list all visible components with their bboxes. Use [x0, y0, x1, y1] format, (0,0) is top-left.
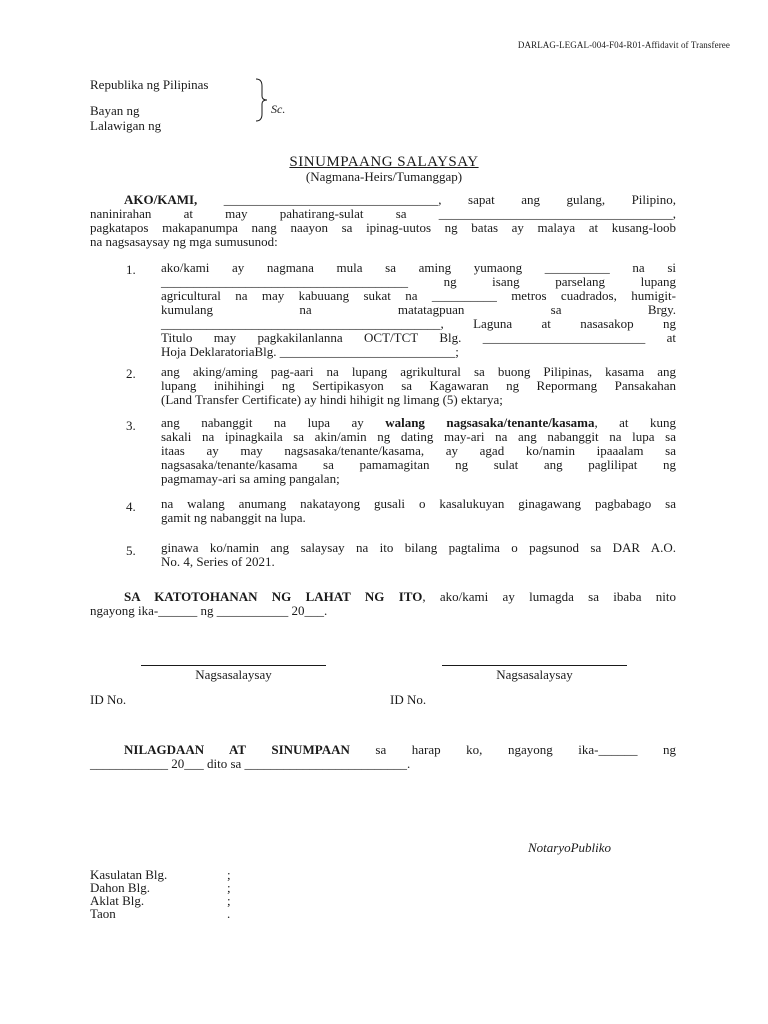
signature-line-left	[141, 665, 326, 666]
item-3-number: 3.	[126, 418, 136, 433]
item-line: No. 4, Series of 2021.	[161, 554, 275, 569]
record-year-sep: .	[227, 906, 231, 921]
item-2	[161, 365, 676, 407]
document-code: DARLAG-LEGAL-004-F04-R01-Affidavit of Transferee	[517, 40, 730, 50]
item-line: (Land Transfer Certificate) ay hindi hihigit ng limang (5) ektarya;	[161, 392, 503, 407]
item-4-number: 4.	[126, 499, 136, 514]
jurat-paragraph	[90, 743, 676, 771]
intro-paragraph	[90, 193, 676, 249]
item-line: agricultural na may kabuuang sukat na __________ metros cuadrados, humigit-	[161, 288, 676, 303]
item-line: ______________________________________ ng isang parselang lupang	[161, 274, 676, 289]
intro-address-label: naninirahan at may pahatirang-sulat sa	[90, 206, 407, 221]
record-year-label: Taon	[90, 906, 116, 921]
item-5-number: 5.	[126, 543, 136, 558]
item-line: na walang anumang nakatayong gusali o kasalukuyan ginagawang pagbabago sa	[161, 496, 676, 511]
item-5	[161, 541, 676, 569]
item-line: lupang inihihingi ng Sertipikasyon sa Kagawaran ng Repormang Pansakahan	[161, 378, 676, 393]
item-3-pre: ang nabanggit na lupa ay	[161, 415, 364, 430]
item-3-bold: walang nagsasaka/tenante/kasama	[385, 415, 595, 430]
intro-name-blank: _________________________________	[223, 192, 439, 207]
item-3-post: , at kung	[594, 415, 676, 430]
record-doc-label: Kasulatan Blg.	[90, 867, 168, 882]
intro-line3: pagkatapos makapanumpa nang naayon sa ipinag-uutos ng batas ay malaya at kusang-loob	[90, 220, 676, 235]
item-3	[161, 416, 676, 486]
item-1-number: 1.	[126, 262, 136, 277]
intro-text1: , sapat ang gulang, Pilipino,	[438, 192, 676, 207]
signature-label-right: Nagsasalaysay	[496, 667, 573, 682]
intro-comma: ,	[672, 206, 677, 221]
closing-line2: ngayong ika-______ ng ___________ 20___.	[90, 603, 328, 618]
signature-label-left: Nagsasalaysay	[195, 667, 272, 682]
venue-republic: Republika ng Pilipinas	[90, 77, 209, 92]
notary-label: NotaryoPubliko	[528, 840, 612, 855]
record-page-label: Dahon Blg.	[90, 880, 150, 895]
item-line: ginawa ko/namin ang salaysay na ito bilang pagtalima o pagsunod sa DAR A.O.	[161, 540, 676, 555]
item-line: Titulo may pagkakilanlanna OCT/TCT Blg. _________________________ at	[161, 330, 676, 345]
item-line: kumulang na matatagpuan sa Brgy.	[161, 302, 676, 317]
venue-province: Lalawigan ng	[90, 118, 162, 133]
item-line: pagmamay-ari sa aming pangalan;	[161, 471, 340, 486]
intro-lead: AKO/KAMI,	[124, 192, 198, 207]
signature-line-right	[442, 665, 627, 666]
jurat-lead: NILAGDAAN AT SINUMPAAN	[124, 742, 350, 757]
document-title: SINUMPAANG SALAYSAY	[289, 154, 479, 170]
venue-sc: Sc.	[271, 102, 286, 116]
item-1	[161, 261, 676, 359]
item-line: sakali na ipinagkaila sa akin/amin ng dating may-ari na ang nabanggit na lupa sa	[161, 429, 676, 444]
record-book-sep: ;	[227, 893, 231, 908]
record-page-sep: ;	[227, 880, 231, 895]
document-subtitle: (Nagmana-Heirs/Tumanggap)	[305, 169, 463, 184]
item-2-number: 2.	[126, 366, 136, 381]
record-book-label: Aklat Blg.	[90, 893, 145, 908]
record-year-row	[90, 907, 330, 920]
item-line: ako/kami ay nagmana mula sa aming yumaong __________ na si	[161, 260, 676, 275]
item-line: ___________________________________________, Laguna at nasasakop ng	[161, 316, 676, 331]
item-line: gamit ng nabanggit na lupa.	[161, 510, 306, 525]
id-label-right: ID No.	[390, 692, 427, 707]
item-line: ang aking/aming pag-aari na lupang agrikultural sa buong Pilipinas, kasama ang	[161, 364, 676, 379]
jurat-text: sa harap ko, ngayong ika-______ ng	[349, 742, 676, 757]
item-line: Hoja DeklaratoriaBlg. ___________________________;	[161, 344, 459, 359]
item-line: itaas ay may nagsasaka/tenante/kasama, ay agad ko/namin ipaaalam sa	[161, 443, 676, 458]
venue-municipality: Bayan ng	[90, 103, 140, 118]
id-label-left: ID No.	[90, 692, 127, 707]
venue-brace-icon	[254, 78, 268, 122]
record-doc-sep: ;	[227, 867, 231, 882]
intro-address-blank: ____________________________________	[438, 206, 673, 221]
intro-line4: na nagsasaysay ng mga sumusunod:	[90, 234, 278, 249]
closing-lead: SA KATOTOHANAN NG LAHAT NG ITO	[124, 589, 423, 604]
record-book-row	[90, 894, 330, 907]
jurat-line2: ____________ 20___ dito sa _________________________.	[90, 756, 411, 771]
notarial-record	[90, 868, 330, 920]
closing-text: , ako/kami ay lumagda sa ibaba nito	[422, 589, 676, 604]
closing-paragraph	[90, 590, 676, 618]
item-4	[161, 497, 676, 525]
item-line: nagsasaka/tenante/kasama sa pamamagitan ng sulat ang paglilipat ng	[161, 457, 676, 472]
